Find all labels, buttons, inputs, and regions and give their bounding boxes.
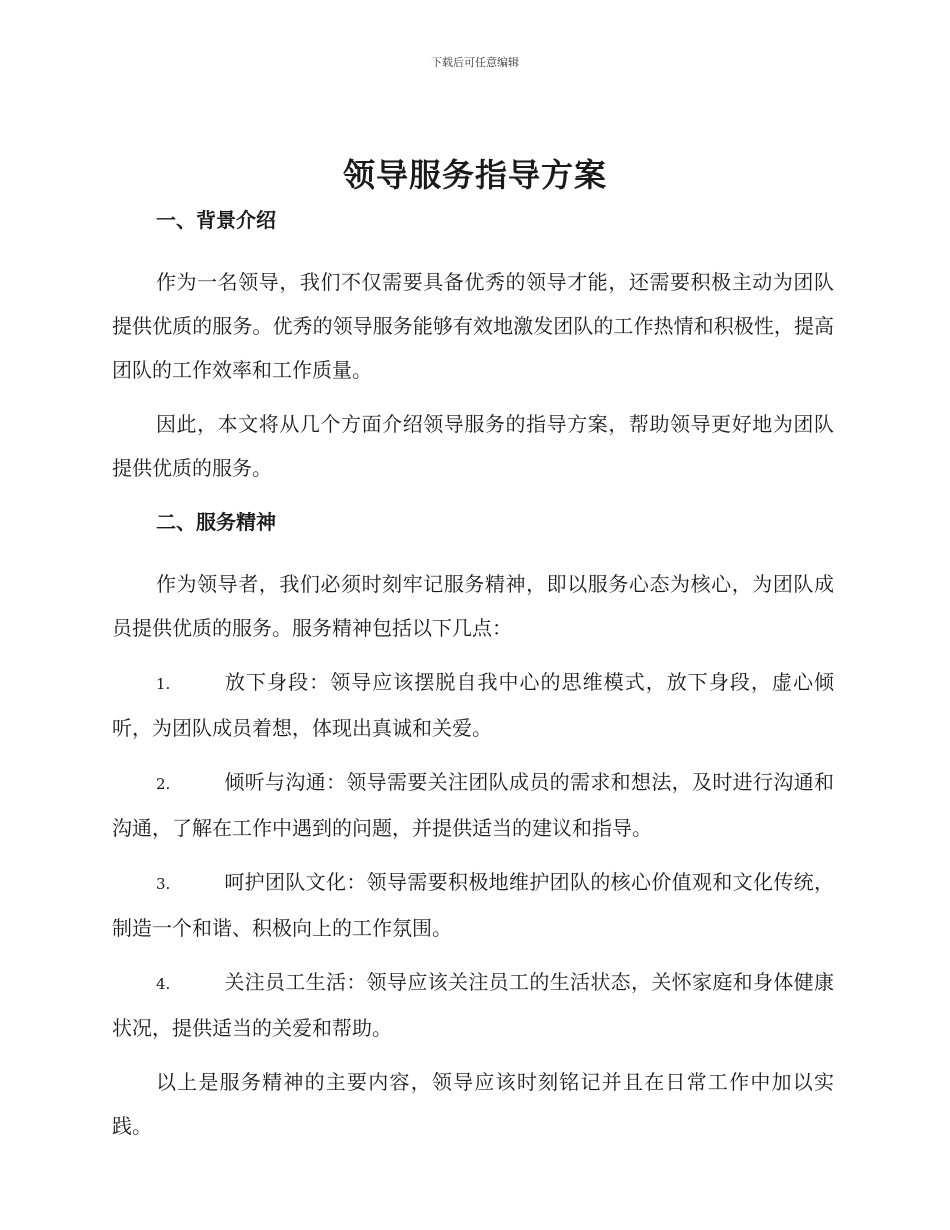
section-heading-service-spirit: 二、服务精神: [156, 510, 276, 534]
list-number: 3.: [156, 875, 171, 893]
paragraph: 因此，本文将从几个方面介绍领导服务的指导方案，帮助领导更好地为团队提供优质的服务。: [112, 412, 834, 480]
section-heading-background: 一、背景介绍: [156, 208, 276, 232]
paragraph: 作为领导者，我们必须时刻牢记服务精神，即以服务心态为核心，为团队成员提供优质的服务。服务精神包括以下几点：: [112, 572, 834, 640]
document-body: [112, 204, 834, 1158]
header-note: 下载后可任意编辑: [431, 56, 519, 69]
list-item: [112, 660, 834, 750]
list-item-text: 放下身段：领导应该摆脱自我中心的思维模式，放下身段，虚心倾听，为团队成员着想，体现出真诚和关爱。: [112, 670, 834, 740]
list-number: 2.: [156, 775, 171, 793]
list-item-text: 倾听与沟通：领导需要关注团队成员的需求和想法，及时进行沟通和沟通，了解在工作中遇到的问题，并提供适当的建议和指导。: [112, 770, 834, 840]
list-item-text: 呵护团队文化：领导需要积极地维护团队的核心价值观和文化传统，制造一个和谐、积极向上的工作氛围。: [112, 870, 834, 940]
document-title: 领导服务指导方案: [342, 156, 607, 194]
list-item: [112, 860, 834, 950]
paragraph: 以上是服务精神的主要内容，领导应该时刻铭记并且在日常工作中加以实践。: [112, 1070, 834, 1138]
list-item: [112, 960, 834, 1050]
list-number: 4.: [156, 975, 171, 993]
paragraph: 作为一名领导，我们不仅需要具备优秀的领导才能，还需要积极主动为团队提供优质的服务。优秀的领导服务能够有效地激发团队的工作热情和积极性，提高团队的工作效率和工作质量。: [112, 270, 834, 382]
list-item: [112, 760, 834, 850]
list-number: 1.: [156, 675, 171, 693]
list-item-text: 关注员工生活：领导应该关注员工的生活状态，关怀家庭和身体健康状况，提供适当的关爱和帮助。: [112, 970, 834, 1040]
